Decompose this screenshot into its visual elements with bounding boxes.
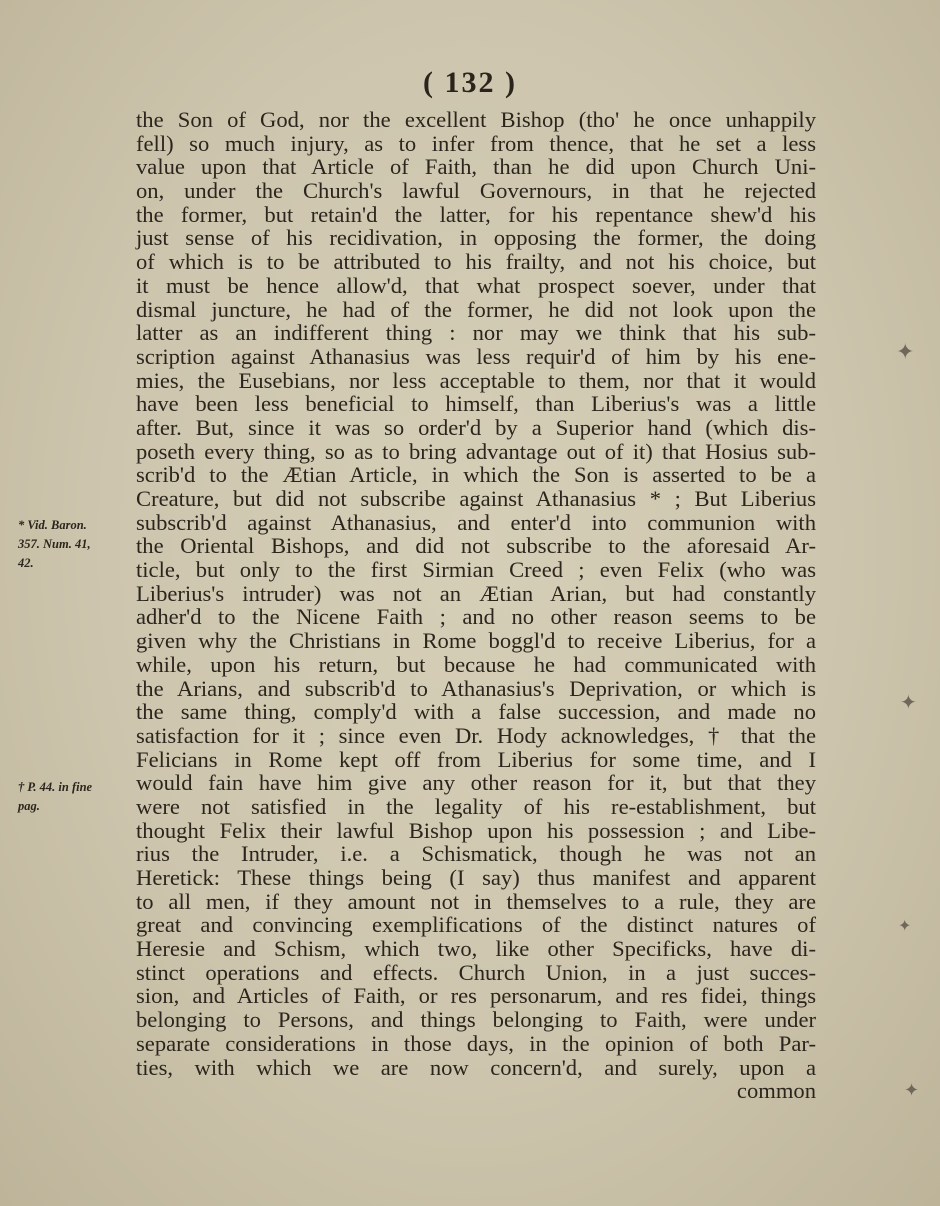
margin-note-line: † P. 44. in fine	[18, 780, 93, 794]
text-line: latter as an indifferent thing : nor may we think that his sub-	[136, 320, 816, 346]
margin-note-line: pag.	[18, 799, 40, 813]
text-line: Liberius's intruder) was not an Ætian Arian, but had constantly	[136, 580, 816, 606]
text-line: separate considerations in those days, in the opinion of both Par-	[136, 1030, 816, 1056]
text-line: great and convincing exemplifications of the distinct natures of	[136, 912, 816, 938]
text-line: after. But, since it was so order'd by a Superior hand (which dis-	[136, 414, 816, 440]
text-line: rius the Intruder, i.e. a Schismatick, though he was not an	[136, 841, 816, 867]
text-line: Heresie and Schism, which two, like other Specificks, have di-	[136, 936, 816, 962]
text-line: satisfaction for it ; since even Dr. Hody acknowledges, † that the	[136, 722, 816, 748]
margin-note-line: 357. Num. 41,	[18, 537, 91, 551]
paper-speck: ✦	[896, 340, 915, 365]
text-line: value upon that Article of Faith, than he did upon Church Uni-	[136, 154, 816, 180]
text-line: Creature, but did not subscribe against Athanasius * ; But Liberius	[136, 486, 816, 511]
margin-note-hody	[18, 778, 136, 816]
margin-note-line: * Vid. Baron.	[18, 518, 87, 532]
text-line: the former, but retain'd the latter, for his repentance shew'd his	[136, 201, 816, 227]
text-line: of which is to be attributed to his frailty, and not his choice, but	[136, 249, 816, 275]
text-line: the same thing, comply'd with a false succession, and made no	[136, 699, 816, 725]
text-line: belonging to Persons, and things belonging to Faith, were under	[136, 1007, 816, 1033]
margin-note-line: 42.	[18, 556, 34, 570]
text-line: fell) so much injury, as to infer from thence, that he set a less	[136, 130, 816, 156]
text-line: mies, the Eusebians, nor less acceptable to them, nor that it would	[136, 367, 816, 393]
margin-note-baronius	[18, 516, 136, 573]
text-line: the Oriental Bishops, and did not subscribe to the aforesaid Ar-	[136, 533, 816, 559]
text-line: given why the Christians in Rome boggl'd to receive Liberius, for a	[136, 628, 816, 654]
text-line: while, upon his return, but because he had communicated with	[136, 651, 816, 677]
text-line: the Arians, and subscrib'd to Athanasius's Deprivation, or which is	[136, 675, 816, 701]
text-line: scription against Athanasius was less requir'd of him by his ene-	[136, 343, 816, 369]
text-line: adher'd to the Nicene Faith ; and no other reason seems to be	[136, 604, 816, 630]
page-number: ( 132 )	[423, 66, 517, 99]
text-line: Heretick: These things being (I say) thus manifest and apparent	[136, 865, 816, 890]
text-line: thought Felix their lawful Bishop upon his possession ; and Libe-	[136, 817, 816, 843]
text-line: dismal juncture, he had of the former, he did not look upon the	[136, 296, 816, 322]
text-line: to all men, if they amount not in themselves to a rule, they are	[136, 888, 816, 914]
text-line: the Son of God, nor the excellent Bishop (tho' he once unhappily	[136, 107, 816, 132]
text-line: on, under the Church's lawful Governours, in that he rejected	[136, 178, 816, 204]
text-line: just sense of his recidivation, in opposing the former, the doing	[136, 225, 816, 251]
paper-speck: ✦	[900, 690, 917, 714]
text-line: poseth every thing, so as to bring advantage out of it) that Hosius sub-	[136, 438, 816, 464]
text-line: stinct operations and effects. Church Union, in a just succes-	[136, 959, 816, 985]
text-line: would fain have him give any other reason for it, but that they	[136, 770, 816, 796]
text-line: were not satisfied in the legality of his re-establishment, but	[136, 793, 816, 819]
text-line: ticle, but only to the first Sirmian Creed ; even Felix (who was	[136, 557, 816, 583]
text-line: Felicians in Rome kept off from Liberius for some time, and I	[136, 746, 816, 772]
text-line: subscrib'd against Athanasius, and enter'd into communion with	[136, 509, 816, 535]
body-text	[136, 108, 816, 1103]
text-line: have been less beneficial to himself, than Liberius's was a little	[136, 391, 816, 417]
text-line: sion, and Articles of Faith, or res personarum, and res fidei, things	[136, 983, 816, 1009]
text-line: scrib'd to the Ætian Article, in which the Son is asserted to be a	[136, 462, 816, 488]
paper-speck: ✦	[904, 1080, 920, 1101]
paper-speck: ✦	[898, 916, 912, 935]
text-line: it must be hence allow'd, that what prospect soever, under that	[136, 272, 816, 298]
text-line: ties, with which we are now concern'd, and surely, upon a	[136, 1054, 816, 1080]
catchword: common	[736, 1078, 816, 1104]
